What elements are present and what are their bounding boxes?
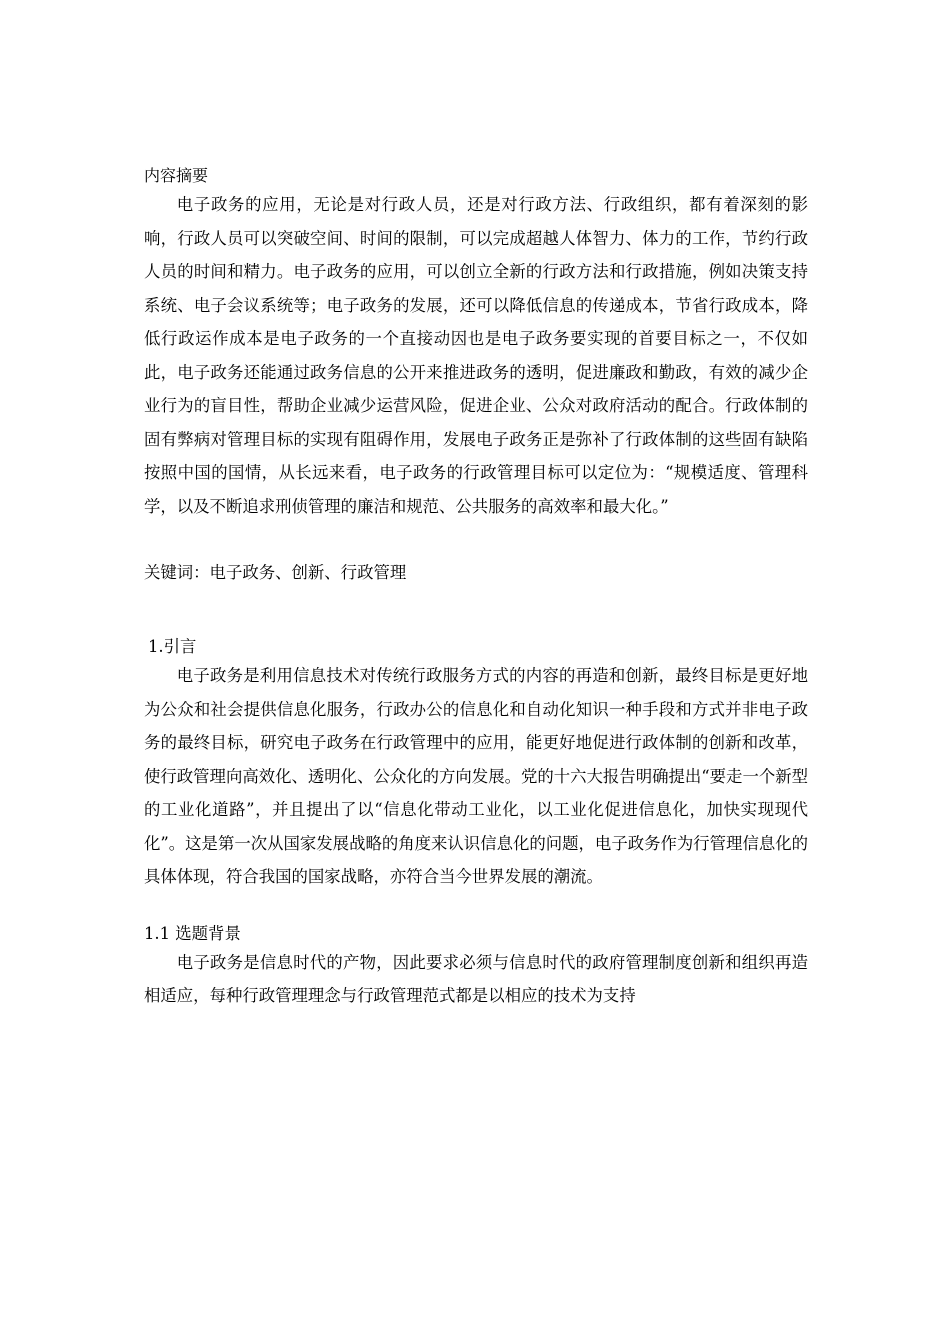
section-title-introduction: 1.引言 <box>148 637 197 656</box>
abstract-body: 电子政务的应用，无论是对行政人员，还是对行政方法、行政组织，都有着深刻的影响，行政人员可以突破空间、时间的限制，可以完成超越人体智力、体力的工作，节约行政人员的时间和精力。电子政务的应用，可以创立全新的行政方法和行政措施，例如决策支持系统、电子会议系统等；电子政务的发展，还可以降低信息的传递成本，节省行政成本，降低行政运作成本是电子政务的一个直接动因也是电子政务要实现的首要目标之一，不仅如此，电子政务还能通过政务信息的公开来推进政务的透明，促进廉政和勤政，有效的减少企业行为的盲目性，帮助企业减少运营风险，促进企业、公众对政府活动的配合。行政体制的固有弊病对管理目标的实现有阻碍作用，发展电子政务正是弥补了行政体制的这些固有缺陷按照中国的国情，从长远来看，电子政务的行政管理目标可以定位为：“规模适度、管理科学，以及不断追求刑侦管理的廉洁和规范、公共服务的高效率和最大化。” <box>144 195 808 516</box>
abstract-heading: 内容摘要 <box>144 166 209 185</box>
background-body: 电子政务是信息时代的产物，因此要求必须与信息时代的政府管理制度创新和组织再造相适应，每种行政管理理念与行政管理范式都是以相应的技术为支持 <box>144 952 808 1005</box>
document-page <box>144 160 808 1013</box>
keywords-line: 关键词：电子政务、创新、行政管理 <box>144 563 407 582</box>
introduction-body: 电子政务是利用信息技术对传统行政服务方式的内容的再造和创新，最终目标是更好地为公众和社会提供信息化服务，行政办公的信息化和自动化知识一种手段和方式并非电子政务的最终目标，研究电子政务在行政管理中的应用，能更好地促进行政体制的创新和改革，使行政管理向高效化、透明化、公众化的方向发展。党的十六大报告明确提出“要走一个新型的工业化道路”，并且提出了以“信息化带动工业化，以工业化促进信息化，加快实现现代化”。这是第一次从国家发展战略的角度来认识信息化的问题，电子政务作为行管理信息化的具体体现，符合我国的国家战略，亦符合当今世界发展的潮流。 <box>144 666 809 886</box>
section-title-background: 1.1 选题背景 <box>144 923 241 943</box>
